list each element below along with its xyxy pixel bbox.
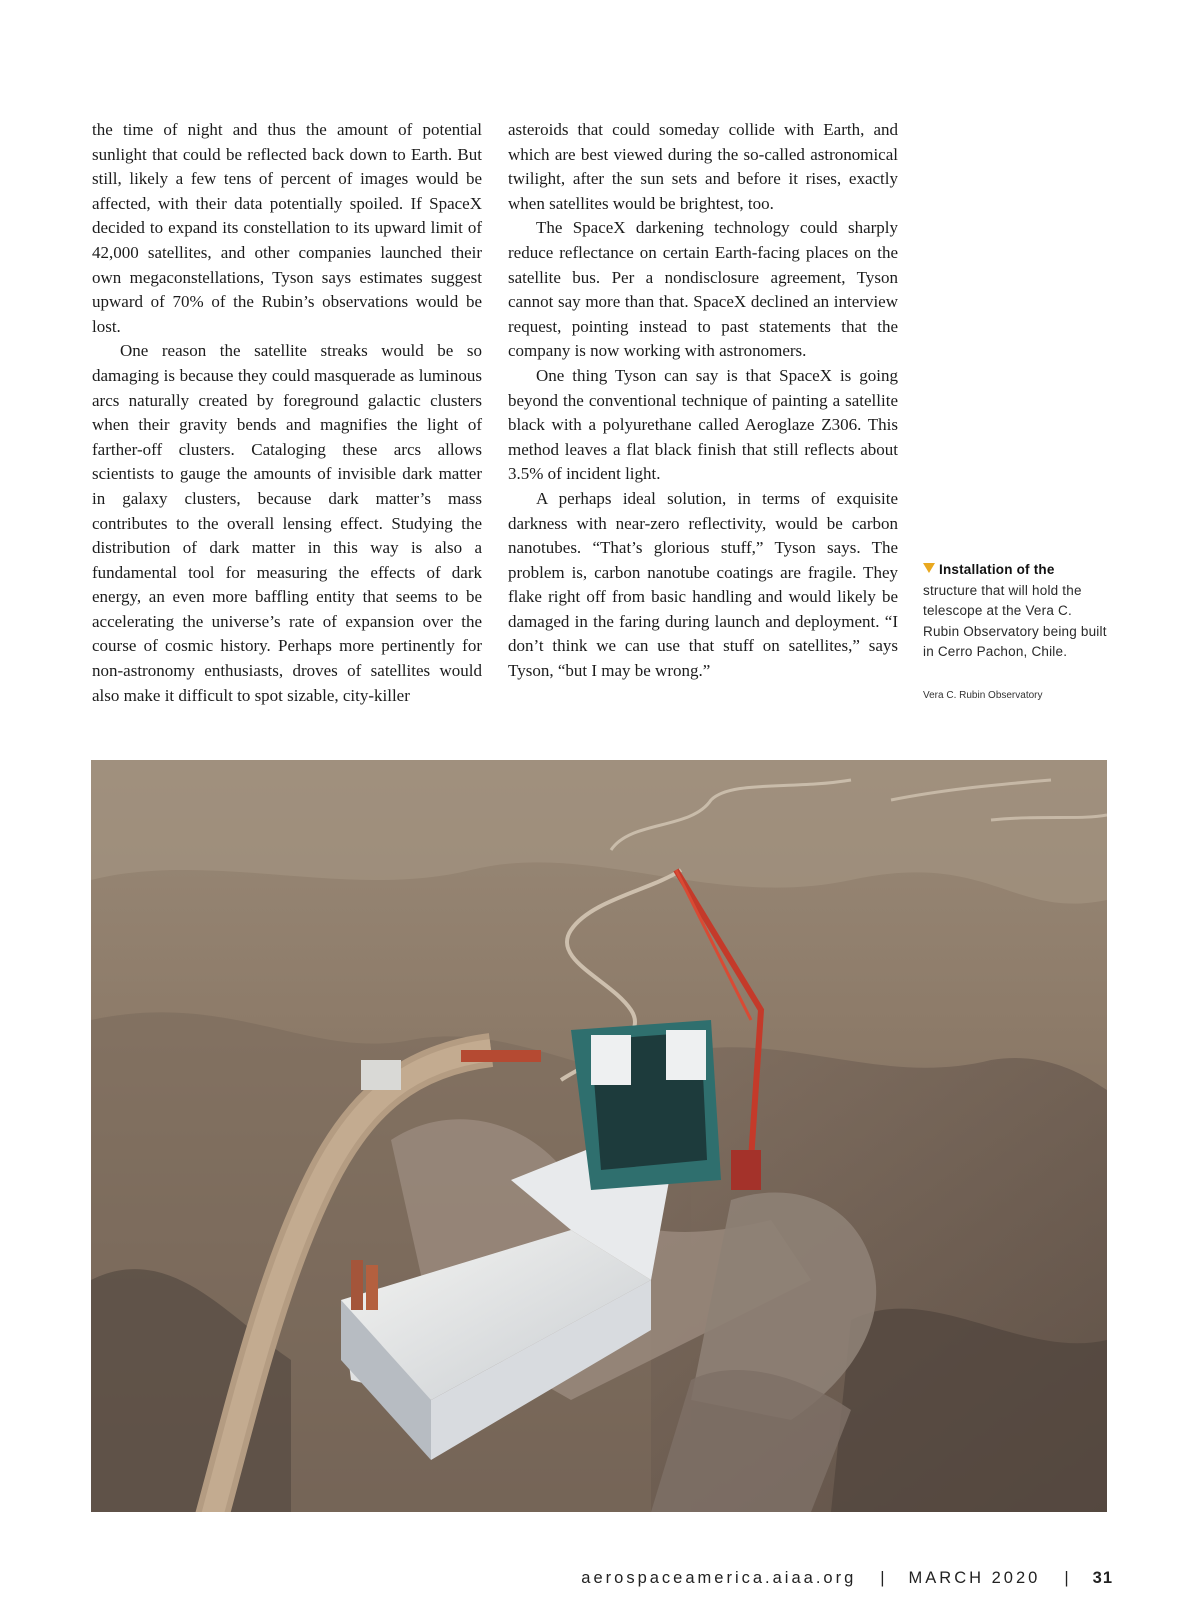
- triangle-down-icon: [923, 563, 935, 573]
- observatory-aerial-illustration: [91, 760, 1107, 1512]
- caption-lead: Installation of the: [939, 562, 1055, 577]
- photo-caption: [923, 560, 1111, 663]
- paragraph: the time of night and thus the amount of potential sunlight that could be reflected back down to Earth. But still, likely a few tens of percent of images would be affected, with their data potentially spoiled. If SpaceX decided to expand its constellation to its upward limit of 42,000 satellites, and other companies launched their own megaconstellations, Tyson says estimates suggest upward of 70% of the Rubin’s observations would be lost.: [92, 120, 482, 336]
- article-column-left: [92, 118, 482, 708]
- photo-credit: Vera C. Rubin Observatory: [923, 690, 1043, 701]
- footer-separator: |: [1064, 1569, 1069, 1587]
- footer-issue: MARCH 2020: [908, 1569, 1041, 1587]
- observatory-photo: [91, 760, 1107, 1512]
- page-footer: [581, 1569, 1113, 1588]
- paragraph: One thing Tyson can say is that SpaceX is going beyond the conventional technique of painting a satellite black with a polyurethane called Aeroglaze Z306. This method leaves a flat black finish that still reflects about 3.5% of incident light.: [508, 365, 898, 484]
- caption-text: structure that will hold the telescope at the Vera C. Rubin Observatory being built in Cerro Pachon, Chile.: [923, 582, 1107, 659]
- footer-site: aerospaceamerica.aiaa.org: [581, 1569, 857, 1587]
- paragraph: A perhaps ideal solution, in terms of exquisite darkness with near-zero reflectivity, would be carbon nanotubes. “That’s glorious stuff,” Tyson says. The problem is, carbon nanotube coatings are fragile. They flake right off from basic handling and would likely be damaged in the faring during launch and deployment. “I don’t think we can use that stuff on satellites,” says Tyson, “but I may be wrong.”: [508, 488, 898, 681]
- article-column-right: [508, 118, 898, 684]
- paragraph: One reason the satellite streaks would be so damaging is because they could masquerade as luminous arcs naturally created by foreground galactic clusters when their gravity bends and magnifies the light of farther-off clusters. Cataloging these arcs allows scientists to gauge the amounts of invisible dark matter in galaxy clusters, because dark matter’s mass contributes to the overall lensing effect. Studying the distribution of dark matter in this way is also a fundamental tool for measuring the effects of dark energy, an even more baffling entity that seems to be accelerating the universe’s rate of expansion over the course of cosmic history. Perhaps more pertinently for non-astronomy enthusiasts, droves of satellites would also make it difficult to spot sizable, city-killer: [92, 341, 482, 705]
- page-number: 31: [1092, 1569, 1113, 1587]
- paragraph: asteroids that could someday collide with Earth, and which are best viewed during the so-called astronomical twilight, after the sun sets and before it rises, exactly when satellites would be brightest, too.: [508, 120, 898, 213]
- footer-separator: |: [880, 1569, 885, 1587]
- paragraph: The SpaceX darkening technology could sharply reduce reflectance on certain Earth-facing places on the satellite bus. Per a nondisclosure agreement, Tyson cannot say more than that. SpaceX declined an interview request, pointing instead to past statements that the company is now working with astronomers.: [508, 218, 898, 361]
